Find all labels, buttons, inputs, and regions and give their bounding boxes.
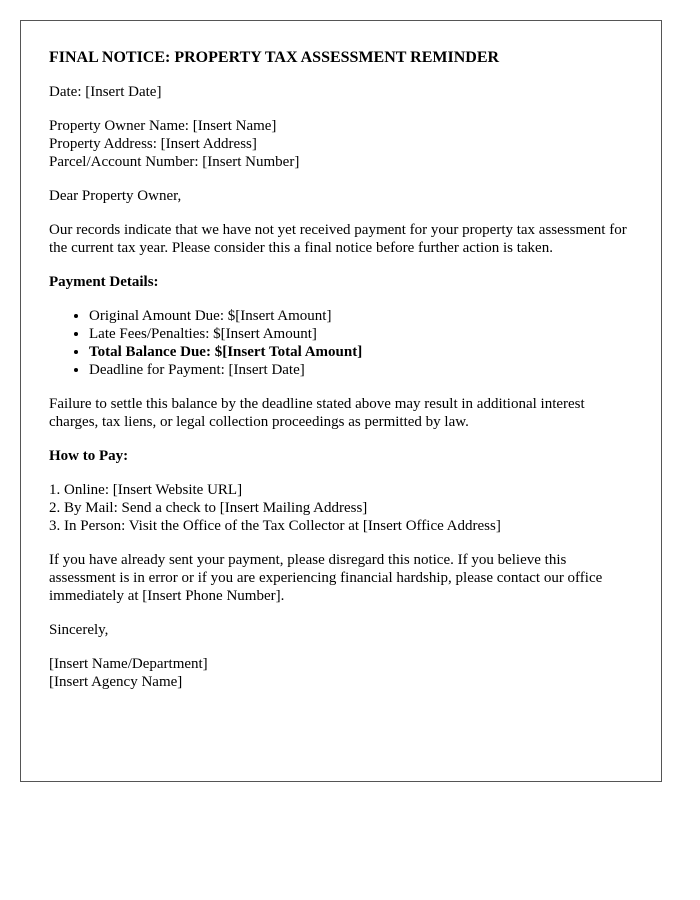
- warning-paragraph: Failure to settle this balance by the deadline stated above may result in additional interest charges, tax liens, or legal collection proceedings as permitted by law.: [49, 396, 585, 430]
- payment-details-heading: [49, 273, 633, 291]
- list-item-total: [89, 343, 633, 361]
- date-line: Date: [Insert Date]: [49, 84, 162, 100]
- owner-info: [49, 117, 633, 171]
- signature: [49, 655, 633, 691]
- property-address: Property Address: [Insert Address]: [49, 136, 257, 152]
- how-to-pay-heading: [49, 447, 633, 465]
- list-item: • Deadline for Payment: [Insert Date]: [89, 361, 633, 379]
- total-balance: Total Balance Due: $[Insert Total Amount]: [89, 344, 363, 360]
- salutation: Dear Property Owner,: [49, 188, 182, 204]
- parcel-number: Parcel/Account Number: [Insert Number]: [49, 154, 300, 170]
- pay-option-mail: 2. By Mail: Send a check to [Insert Mailing Address]: [49, 500, 368, 516]
- list-item: • Original Amount Due: $[Insert Amount]: [89, 307, 633, 325]
- payment-details-list: [49, 307, 633, 379]
- letter: [20, 20, 662, 782]
- signature-name: [Insert Name/Department]: [49, 656, 208, 672]
- how-to-pay-heading-text: How to Pay:: [49, 448, 129, 464]
- how-to-pay-list: [49, 481, 633, 535]
- list-item: • Late Fees/Penalties: $[Insert Amount]: [89, 325, 633, 343]
- pay-option-in-person: 3. In Person: Visit the Office of the Tax Collector at [Insert Office Address]: [49, 518, 501, 534]
- pay-option-online: 1. Online: [Insert Website URL]: [49, 482, 243, 498]
- intro-paragraph: Our records indicate that we have not yet received payment for your property tax assessment for the current tax year. Please consider this a final notice before further action is taken.: [49, 222, 627, 256]
- owner-name: Property Owner Name: [Insert Name]: [49, 118, 277, 134]
- closing-paragraph: If you have already sent your payment, please disregard this notice. If you believe this assessment is in error or if you are experiencing financial hardship, please contact our office immediately at [Insert Phone Number].: [49, 552, 603, 604]
- signature-agency: [Insert Agency Name]: [49, 674, 183, 690]
- letter-title: FINAL NOTICE: PROPERTY TAX ASSESSMENT REMINDER: [49, 49, 500, 66]
- signoff: Sincerely,: [49, 622, 109, 638]
- payment-details-heading-text: Payment Details:: [49, 274, 159, 290]
